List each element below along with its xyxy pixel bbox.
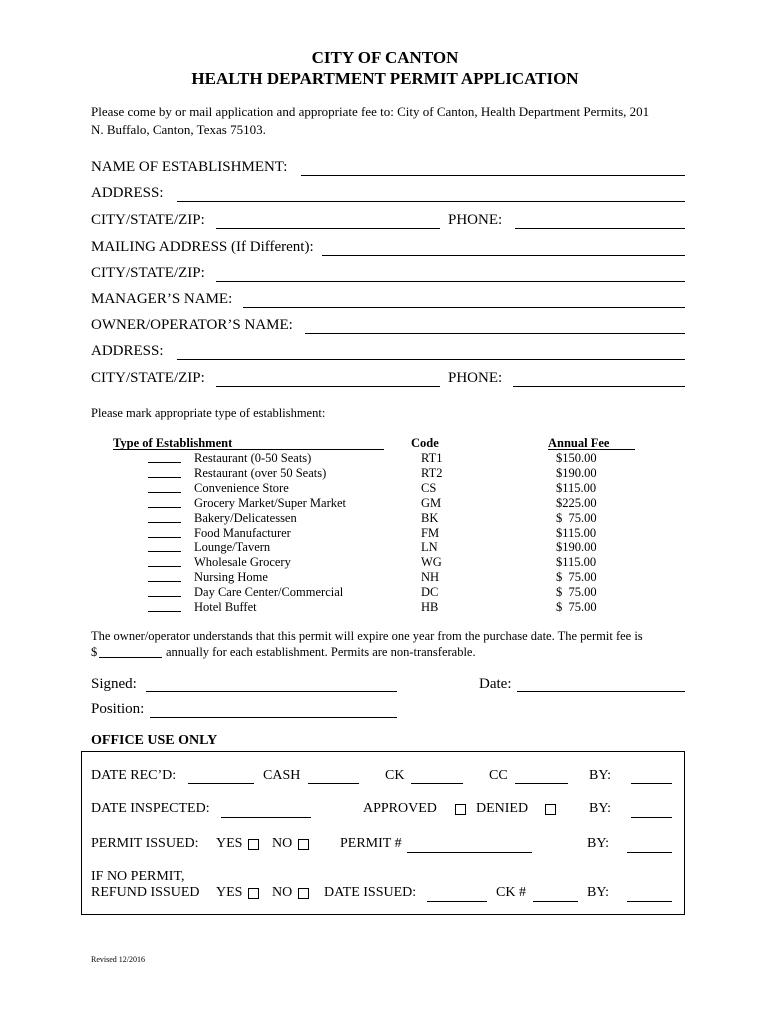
city-state-zip-label: CITY/STATE/ZIP: (91, 212, 205, 228)
by-field-1[interactable] (631, 783, 672, 784)
by-field-4[interactable] (627, 901, 672, 902)
owner-phone-label: PHONE: (448, 370, 503, 386)
establishment-mark-field[interactable] (148, 462, 181, 463)
establishment-type-name: Nursing Home (194, 570, 268, 585)
establishment-mark-field[interactable] (148, 596, 181, 597)
refund-yes-label: YES (216, 885, 243, 900)
cc-label: CC (489, 768, 508, 783)
title-line-1: CITY OF CANTON (311, 48, 459, 67)
position-label: Position: (91, 701, 145, 717)
permit-number-label: PERMIT # (340, 836, 402, 851)
establishment-row (0, 600, 770, 615)
ck-label: CK (385, 768, 405, 783)
date-issued-label: DATE ISSUED: (324, 885, 417, 900)
by-label-3: BY: (587, 836, 610, 851)
owner-operators-name-label: OWNER/OPERATOR’S NAME: (91, 317, 293, 333)
establishment-type-name: Wholesale Grocery (194, 555, 291, 570)
establishment-row (0, 555, 770, 570)
managers-name-field[interactable] (243, 307, 685, 308)
permit-issued-label: PERMIT ISSUED: (91, 836, 199, 851)
by-field-2[interactable] (631, 817, 672, 818)
owner-city-state-zip-field[interactable] (216, 386, 440, 387)
establishment-code: GM (421, 495, 442, 510)
establishment-row (0, 585, 770, 600)
owner-operators-name-field[interactable] (305, 333, 685, 334)
establishment-type-name: Food Manufacturer (194, 525, 291, 540)
establishment-fee: $ 75.00 (556, 570, 597, 585)
establishment-fee: $ 75.00 (556, 510, 597, 525)
establishment-fee: $225.00 (556, 495, 597, 510)
ck-number-field[interactable] (533, 901, 578, 902)
ck-number-label: CK # (496, 885, 526, 900)
refund-yes-checkbox[interactable] (248, 888, 259, 899)
position-field[interactable] (150, 717, 397, 718)
establishment-row (0, 540, 770, 555)
establishment-fee: $150.00 (556, 451, 597, 465)
establishment-code: HB (421, 600, 439, 614)
refund-no-checkbox[interactable] (298, 888, 309, 899)
establishment-mark-field[interactable] (148, 537, 181, 538)
date-inspected-field[interactable] (221, 817, 311, 818)
permit-number-field[interactable] (407, 852, 532, 853)
col-header-type: Type of Establishment (113, 436, 384, 450)
ck-field[interactable] (411, 783, 463, 784)
by-label-2: BY: (589, 801, 612, 816)
establishment-fee: $190.00 (556, 465, 597, 480)
establishment-code: NH (421, 570, 440, 585)
owner-address-field[interactable] (177, 359, 685, 360)
date-issued-field[interactable] (427, 901, 487, 902)
mailing-address-label: MAILING ADDRESS (If Different): (91, 239, 314, 255)
phone-label: PHONE: (448, 212, 503, 228)
establishment-fee: $115.00 (556, 525, 597, 540)
establishment-type-name: Restaurant (over 50 Seats) (194, 465, 327, 480)
establishment-code: DC (421, 585, 439, 600)
mailing-address-field[interactable] (322, 255, 685, 256)
revised-date: Revised 12/2016 (91, 955, 145, 964)
establishment-mark-field[interactable] (148, 522, 181, 523)
city-state-zip-field[interactable] (216, 228, 440, 229)
intro-text: Please come by or mail application and appropriate fee to: City of Canton, Health Department Permits, 201 N. Buffalo, Canton, Texas 75103. (91, 104, 650, 137)
establishment-code: BK (421, 510, 439, 525)
col-header-code: Code (411, 436, 439, 450)
permit-yes-label: YES (216, 836, 243, 851)
date-inspected-label: DATE INSPECTED: (91, 801, 210, 816)
by-label-1: BY: (589, 768, 612, 783)
establishment-type-name: Restaurant (0-50 Seats) (194, 451, 312, 465)
denied-label: DENIED (476, 801, 529, 816)
mailing-city-state-zip-label: CITY/STATE/ZIP: (91, 265, 205, 281)
establishment-type-name: Bakery/Delicatessen (194, 510, 297, 525)
address-field[interactable] (177, 201, 685, 202)
establishment-code: LN (421, 540, 438, 555)
denied-checkbox[interactable] (545, 804, 556, 815)
establishment-mark-field[interactable] (148, 492, 181, 493)
establishment-row (0, 570, 770, 585)
permit-yes-checkbox[interactable] (248, 839, 259, 850)
establishment-row (0, 511, 770, 526)
owner-city-state-zip-label: CITY/STATE/ZIP: (91, 370, 205, 386)
if-no-permit-label: IF NO PERMIT, (91, 869, 185, 884)
address-label: ADDRESS: (91, 185, 164, 201)
establishment-mark-field[interactable] (148, 581, 181, 582)
establishment-fee: $ 75.00 (556, 600, 597, 614)
establishment-fee: $115.00 (556, 480, 597, 495)
terms-line-2: annually for each establishment. Permits are non-transferable. (166, 645, 476, 659)
date-label: Date: (479, 676, 512, 692)
date-recd-label: DATE REC’D: (91, 768, 177, 783)
name-of-establishment-field[interactable] (301, 175, 685, 176)
establishment-row (0, 466, 770, 481)
by-field-3[interactable] (627, 852, 672, 853)
establishment-row (0, 451, 770, 466)
establishment-fee: $190.00 (556, 540, 597, 555)
establishment-code: CS (421, 480, 437, 495)
establishment-type-name: Lounge/Tavern (194, 540, 271, 555)
col-header-annual-fee: Annual Fee (548, 436, 635, 450)
phone-field[interactable] (515, 228, 685, 229)
approved-label: APPROVED (363, 801, 437, 816)
signed-label: Signed: (91, 676, 137, 692)
permit-no-checkbox[interactable] (298, 839, 309, 850)
title-line-2: HEALTH DEPARTMENT PERMIT APPLICATION (191, 69, 579, 88)
office-use-heading: OFFICE USE ONLY (91, 733, 218, 748)
terms-line-1: The owner/operator understands that this permit will expire one year from the purchase date. The permit fee is (91, 629, 643, 643)
name-of-establishment-label: NAME OF ESTABLISHMENT: (91, 159, 288, 175)
establishment-code: RT1 (421, 451, 443, 465)
owner-phone-field[interactable] (513, 386, 685, 387)
cc-field[interactable] (515, 783, 568, 784)
establishment-fee: $ 75.00 (556, 585, 597, 600)
establishment-mark-field[interactable] (148, 611, 181, 612)
establishment-code: WG (421, 555, 442, 570)
signed-field[interactable] (146, 691, 397, 692)
establishment-mark-field[interactable] (148, 551, 181, 552)
establishment-mark-field[interactable] (148, 507, 181, 508)
establishment-code: FM (421, 525, 440, 540)
by-label-4: BY: (587, 885, 610, 900)
mailing-city-state-zip-field[interactable] (216, 281, 685, 282)
refund-no-label: NO (272, 885, 293, 900)
establishment-mark-field[interactable] (148, 477, 181, 478)
establishment-fee: $115.00 (556, 555, 597, 570)
terms-dollar: $ (91, 645, 98, 659)
owner-address-label: ADDRESS: (91, 343, 164, 359)
establishment-row (0, 526, 770, 541)
cash-label: CASH (263, 768, 301, 783)
establishment-row (0, 481, 770, 496)
establishment-type-name: Convenience Store (194, 480, 289, 495)
establishment-type-name: Hotel Buffet (194, 600, 257, 614)
establishment-mark-field[interactable] (148, 566, 181, 567)
permit-no-label: NO (272, 836, 293, 851)
cash-field[interactable] (308, 783, 359, 784)
permit-fee-field[interactable] (99, 657, 162, 658)
date-field[interactable] (517, 691, 685, 692)
managers-name-label: MANAGER’S NAME: (91, 291, 233, 307)
establishment-type-name: Grocery Market/Super Market (194, 495, 347, 510)
establishment-row (0, 496, 770, 511)
establishment-instruction: Please mark appropriate type of establishment: (91, 406, 326, 420)
refund-issued-label: REFUND ISSUED (91, 885, 200, 900)
approved-checkbox[interactable] (455, 804, 466, 815)
establishment-type-name: Day Care Center/Commercial (194, 585, 344, 600)
date-recd-field[interactable] (188, 783, 254, 784)
establishment-code: RT2 (421, 465, 443, 480)
